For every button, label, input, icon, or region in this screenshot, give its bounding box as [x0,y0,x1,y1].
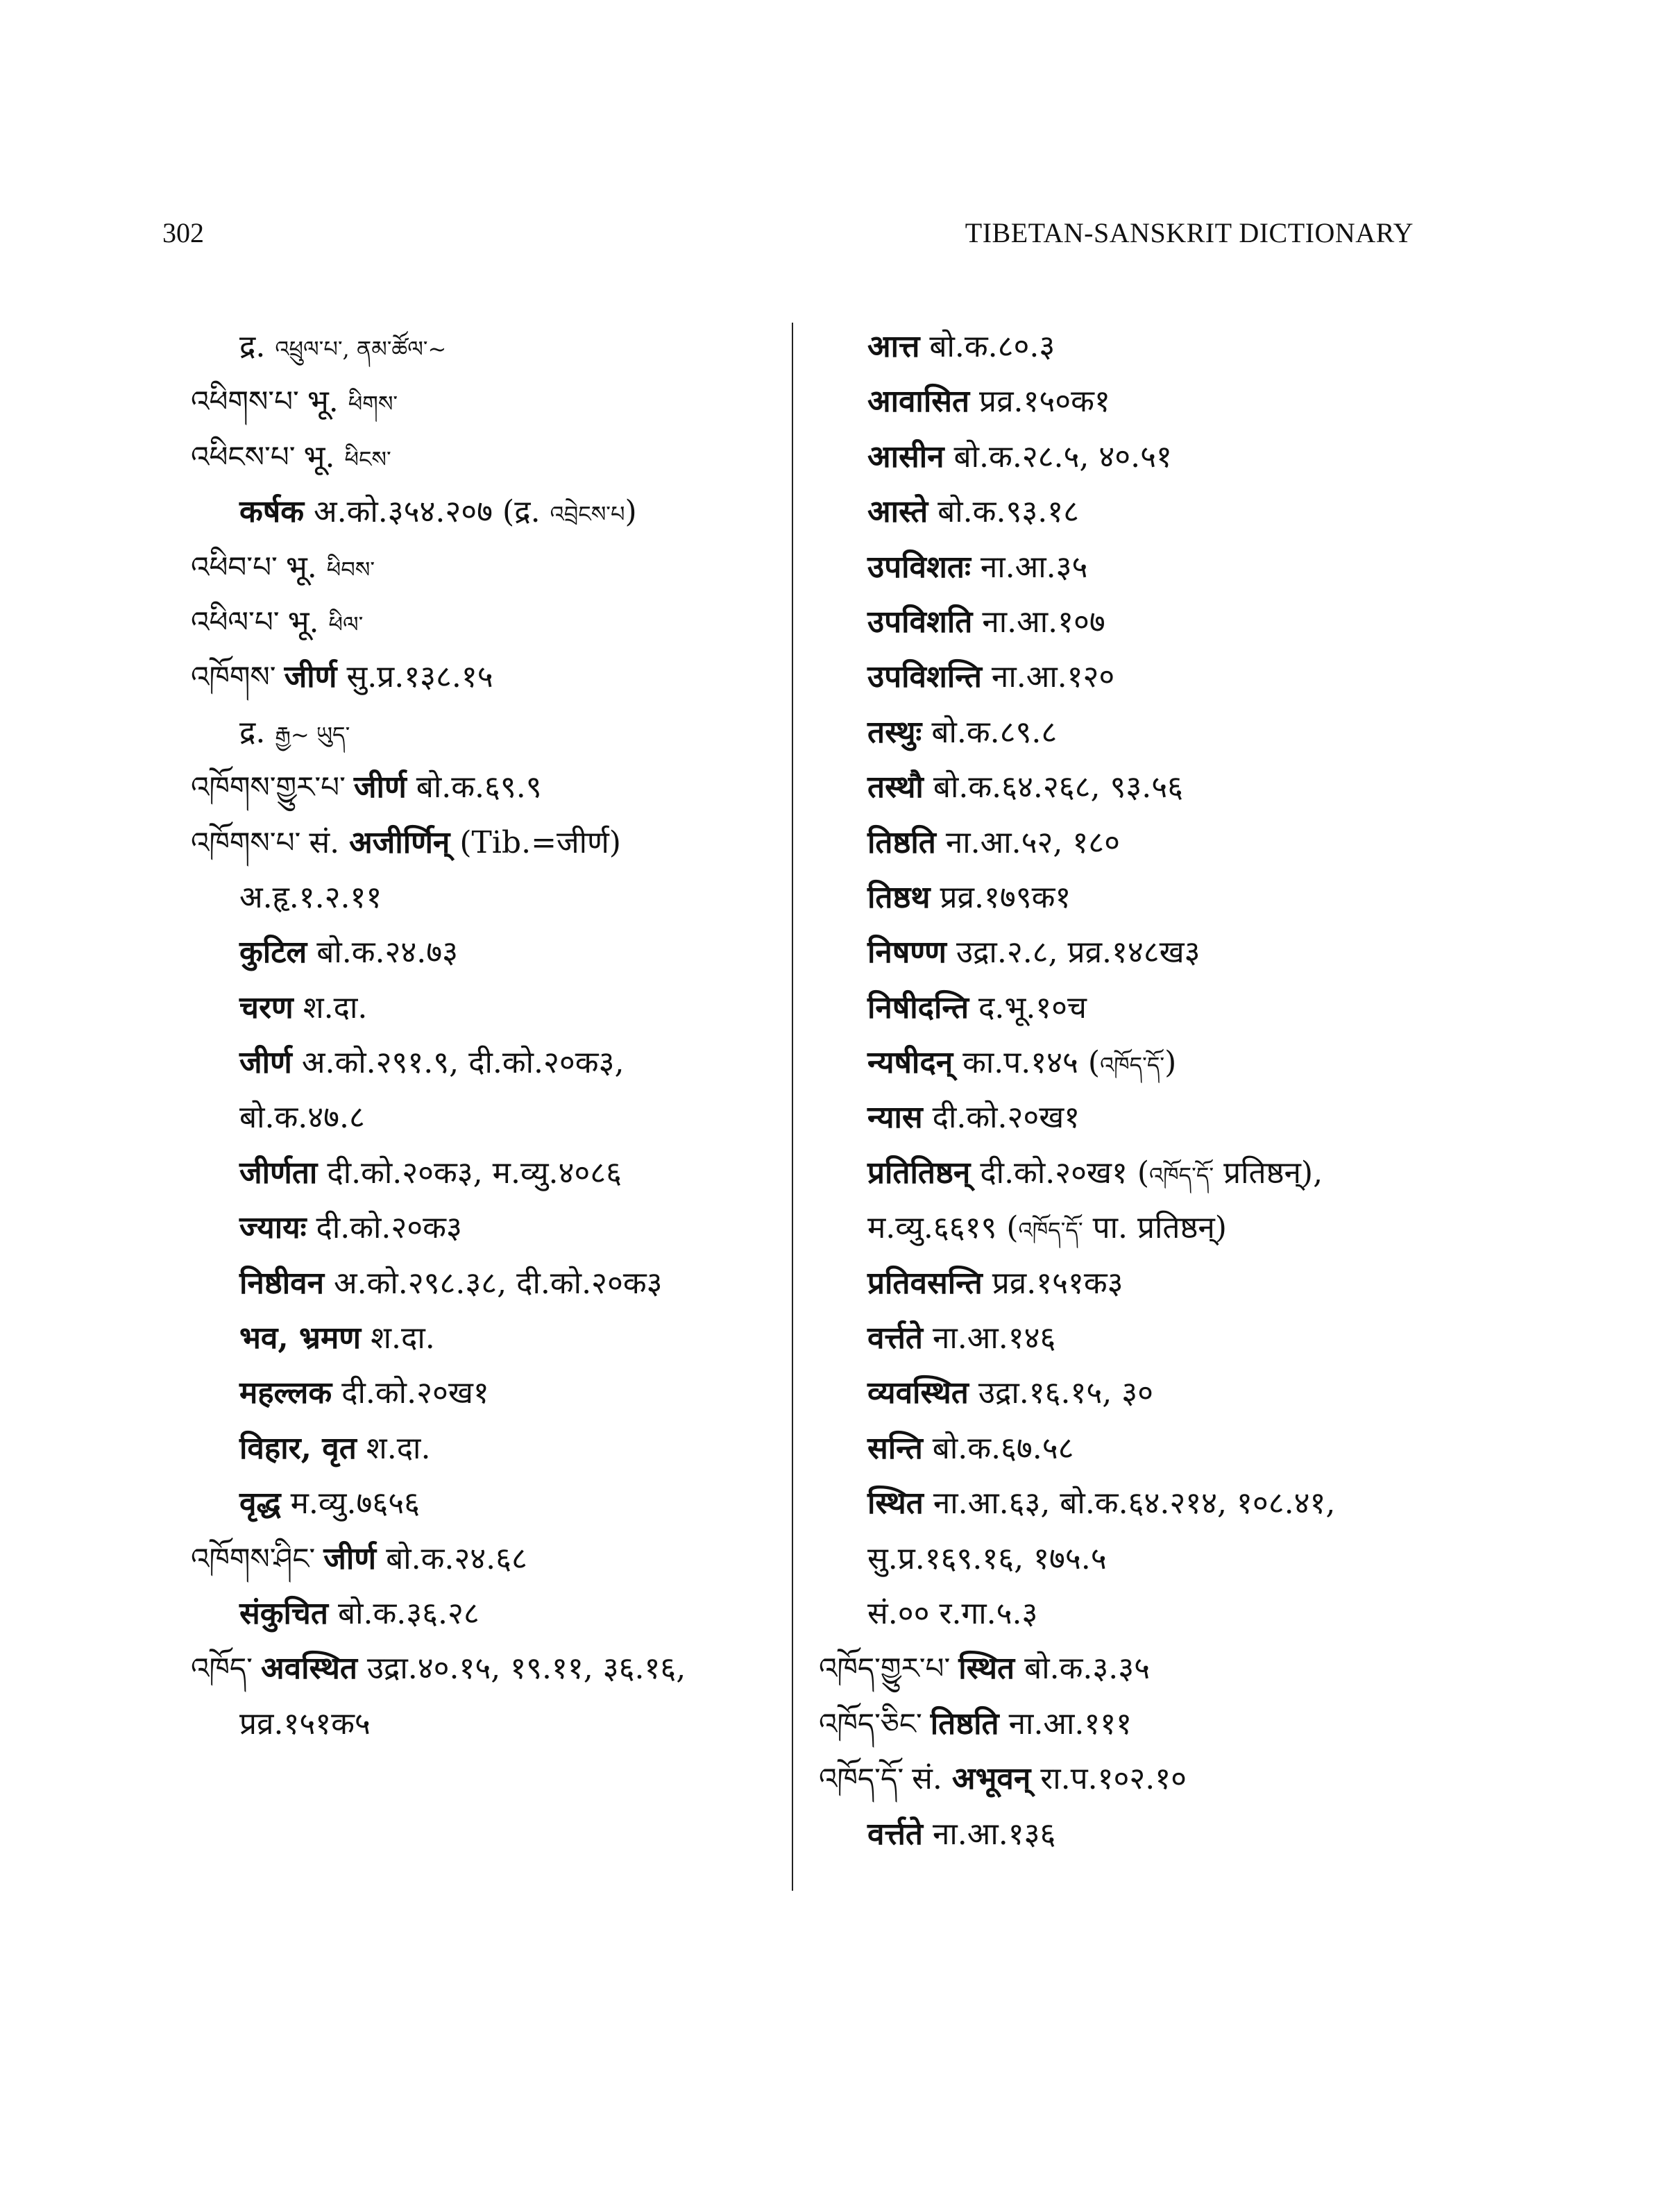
entry-text: बो.क.६७.५८ [922,1430,1074,1466]
entry-text: बो.क.२४.६८ [376,1540,527,1576]
entry-text: बो.क.३.३५ [1015,1651,1151,1687]
entry-text: ना.आ.५२, १८० [935,824,1120,860]
entry-line [819,1531,1443,1586]
entry-text: द.भू.१०च [969,989,1087,1026]
sanskrit-equivalent: उपविशति [867,604,973,640]
headword-line [191,374,781,429]
entry-text: म.व्यु.७६५६ [280,1486,420,1522]
sanskrit-equivalent: महल्लक [239,1375,332,1411]
left-column [191,319,781,1751]
entry-line [819,1807,1443,1862]
sanskrit-equivalent: ज्यायः [239,1210,307,1246]
entry-text: ) [1164,1045,1177,1081]
entry-text: अ.हृ.१.२.११ [239,879,382,915]
tibetan-reference: འཁོད་དོ་ [1018,1217,1083,1244]
entry-text: बो.क.३६.२८ [328,1595,480,1631]
entry-line [819,649,1443,704]
page-number: 302 [162,217,204,248]
tibetan-reference: ཕིབས་ [326,556,375,583]
entry-line [191,705,781,760]
entry-text: बो.क.४७.८ [239,1100,365,1136]
entry-line [819,1035,1443,1090]
entry-line [191,1586,781,1641]
headword-line [191,429,781,484]
entry-line [191,1696,781,1751]
entry-line [819,1476,1443,1531]
entry-text: ) [625,494,637,530]
entry-line [191,1311,781,1366]
headword-line [191,815,781,870]
entry-text: बो.क.६४.२६८, ९३.५६ [923,769,1183,806]
entry-line [191,980,781,1035]
sanskrit-equivalent: न्यषीदन् [867,1045,953,1081]
tibetan-reference: འབྲེངས་པ [550,501,625,528]
entry-text: अ.को.२९८.३८, दी.को.२०क३ [324,1265,663,1301]
entry-line [819,1200,1443,1255]
sanskrit-equivalent: स्थित [958,1651,1015,1687]
entry-text: बो.क.६९.९ [406,769,542,806]
sanskrit-equivalent: आस्ते [867,494,928,530]
tibetan-headword: འཁོགས་པ་ [191,825,301,860]
tibetan-reference: འཁོད་དོ་ [1100,1052,1165,1079]
entry-text: श.दा. [361,1320,435,1356]
sanskrit-equivalent: स्थित [867,1486,924,1522]
sanskrit-equivalent: तिष्ठथ [867,879,931,915]
tibetan-headword: འཕིལ་པ་ [191,604,280,639]
entry-text: भू. [287,604,329,640]
sanskrit-equivalent: अभूवन् [951,1761,1031,1797]
sanskrit-equivalent: प्रतिवसन्ति [867,1265,983,1301]
tibetan-headword: འཕིགས་པ་ [191,384,299,419]
sanskrit-equivalent: आसीन [867,439,944,475]
sanskrit-equivalent: न्यास [867,1100,923,1136]
entry-text: का.प.१४५ ( [953,1045,1101,1081]
entry-text: प्रव्र.१५१क३ [982,1265,1123,1301]
sanskrit-equivalent: सन्ति [867,1430,923,1466]
headword-line [191,760,781,815]
entry-text: सु.प्र.१३८.१५ [337,659,493,695]
entry-line [191,1035,781,1090]
entry-text: बो.क.९३.१८ [928,494,1079,530]
sanskrit-equivalent: तस्थौ [867,769,924,806]
tibetan-headword: འཁོད་དོ་ [819,1762,904,1796]
entry-line [819,319,1443,374]
sanskrit-equivalent: तस्थुः [867,714,922,750]
tibetan-reference: རྒྱ~ ཡུད་ [275,721,350,748]
entry-line [819,1146,1443,1200]
entry-text: श.दा. [356,1430,431,1466]
tibetan-reference: འཁོད་དོ་ [1149,1162,1214,1189]
entry-text: द्र. [239,329,275,364]
entry-text: ना.आ.३५ [970,549,1088,585]
entry-text: दी.को.२०ख१ [922,1100,1080,1136]
headword-line [819,1641,1443,1696]
tibetan-headword: འཁོད་ཅིང་ [819,1706,922,1741]
headword-line [191,649,781,704]
tibetan-reference: འཕྲུལ་པ་, ནམ་ཚོལ་~ [275,336,447,362]
headword-line [819,1696,1443,1751]
sanskrit-equivalent: जीर्ण [284,659,337,695]
sanskrit-equivalent: कर्षक [239,494,305,530]
entry-text: प्रव्र.१७९क१ [930,879,1071,915]
entry-line [819,374,1443,429]
sanskrit-equivalent: तिष्ठति [930,1705,999,1742]
entry-text: दी.को.२०क३ [306,1210,462,1246]
headword-line [191,1531,781,1586]
sanskrit-equivalent: कुटिल [239,935,307,971]
tibetan-headword: འཁོགས་ཤིང་ [191,1541,316,1576]
entry-line [191,925,781,980]
entry-line [819,760,1443,815]
entry-text: बो.क.८०.३ [919,329,1055,364]
entry-text: दी.को.२०ख१ ( [970,1155,1150,1191]
entry-line [819,870,1443,925]
entry-line [819,925,1443,980]
sanskrit-equivalent: भव, भ्रमण [239,1320,362,1356]
right-column [819,319,1443,1862]
entry-text: सं. [912,1761,952,1797]
sanskrit-equivalent: निष्ठीवन [239,1265,325,1301]
entry-line [191,1421,781,1476]
entry-line [191,1090,781,1145]
tibetan-headword: འཁོད་གྱུར་པ་ [819,1651,951,1686]
sanskrit-equivalent: प्रतितिष्ठन् [867,1155,971,1191]
entry-text: भू. [307,384,348,420]
headword-line [191,1641,781,1696]
entry-line [191,1366,781,1420]
entry-text: ना.आ.१३६ [922,1816,1056,1852]
entry-text: अ.को.३५४.२०७ (द्र. [304,494,550,530]
entry-line [819,1311,1443,1366]
tibetan-headword: འཁོགས་ [191,660,276,695]
entry-line [819,1256,1443,1311]
entry-text: प्रव्र.१५१क५ [239,1705,371,1742]
entry-text: दी.को.२०ख१ [332,1375,489,1411]
tibetan-reference: ཕིལ་ [328,611,364,638]
entry-text: द्र. [239,714,275,750]
entry-line [191,870,781,925]
entry-text: भू. [285,549,327,585]
sanskrit-equivalent: संकुचित [239,1595,328,1631]
entry-line [191,319,781,374]
entry-line [819,1090,1443,1145]
headword-line [819,1751,1443,1806]
sanskrit-equivalent: अजीर्णिन् [349,824,450,860]
entry-line [191,1146,781,1200]
entry-line [819,705,1443,760]
entry-text: बो.क.२८.५, ४०.५१ [944,439,1172,475]
headword-line [191,540,781,595]
entry-line [191,484,781,539]
entry-line [819,1366,1443,1420]
sanskrit-equivalent: उपविशन्ति [867,659,982,695]
entry-line [819,540,1443,595]
tibetan-reference: ཕིགས་ [348,391,398,418]
entry-text: ना.आ.६३, बो.क.६४.२१४, १०८.४१, [923,1486,1336,1522]
sanskrit-equivalent: जीर्ण [323,1540,377,1576]
sanskrit-equivalent: तिष्ठति [867,824,936,860]
entry-text: उद्रा.१६.१५, ३० [968,1375,1153,1411]
entry-text: ना.आ.१११ [999,1705,1132,1742]
tibetan-headword: འཕིབ་པ་ [191,550,278,584]
entry-text: प्रतिष्ठन्), [1214,1155,1323,1191]
sanskrit-equivalent: जीर्ण [353,769,407,806]
sanskrit-equivalent: चरण [239,989,294,1026]
running-title: TIBETAN-SANSKRIT DICTIONARY [965,217,1414,248]
sanskrit-equivalent: निषण्ण [867,935,947,971]
entry-text: ना.आ.१०७ [972,604,1105,640]
sanskrit-equivalent: उपविशतः [867,549,971,585]
entry-line [819,595,1443,649]
sanskrit-equivalent: आत्त [867,329,920,364]
entry-text: म.व्यु.६६१९ ( [867,1210,1019,1246]
entry-text: भू. [303,439,345,475]
entry-text: उद्रा.४०.१५, १९.११, ३६.१६, [357,1651,686,1687]
entry-text: पा. प्रतिष्ठन्) [1083,1210,1227,1246]
sanskrit-equivalent: आवासित [867,384,970,420]
sanskrit-equivalent: विहार, वृत [239,1430,357,1466]
entry-text: (Tib.=जीर्ण) [450,824,621,860]
entry-line [191,1256,781,1311]
entry-text: ना.आ.१४६ [922,1320,1056,1356]
sanskrit-equivalent: वर्त्तते [867,1320,923,1356]
sanskrit-equivalent: अवस्थित [261,1651,357,1687]
entry-text: सं. [309,824,350,860]
entry-text: रा.प.१०२.१० [1030,1761,1187,1797]
headword-line [191,595,781,649]
sanskrit-equivalent: जीर्णता [239,1155,318,1191]
entry-text: अ.को.२९१.९, दी.को.२०क३, [291,1045,625,1081]
sanskrit-equivalent: वर्त्तते [867,1816,923,1852]
entry-text: ना.आ.१२० [981,659,1115,695]
entry-line [191,1476,781,1531]
entry-text: श.दा. [293,989,368,1026]
tibetan-headword: འཕིངས་པ་ [191,439,296,474]
entry-line [819,1421,1443,1476]
entry-text: सं.०० र.गा.५.३ [867,1595,1038,1631]
entry-line [819,1586,1443,1641]
entry-line [819,980,1443,1035]
sanskrit-equivalent: जीर्ण [239,1045,292,1081]
entry-text: दी.को.२०क३, म.व्यु.४०८६ [317,1155,622,1191]
entry-line [819,429,1443,484]
sanskrit-equivalent: वृद्ध [239,1486,281,1522]
entry-text: बो.क.८९.८ [922,714,1058,750]
tibetan-headword: འཁོད་ [191,1651,253,1686]
entry-line [191,1200,781,1255]
column-divider [792,323,793,1891]
entry-text: बो.क.२४.७३ [307,935,458,971]
entry-line [819,815,1443,870]
entry-line [819,484,1443,539]
sanskrit-equivalent: निषीदन्ति [867,989,969,1026]
tibetan-reference: ཕིངས་ [344,445,391,473]
entry-text: सु.प्र.१६९.१६, १७५.५ [867,1540,1107,1576]
sanskrit-equivalent: व्यवस्थित [867,1375,969,1411]
tibetan-headword: འཁོགས་གྱུར་པ་ [191,770,346,805]
entry-text: उद्रा.२.८, प्रव्र.१४८ख३ [946,935,1200,971]
entry-text: प्रव्र.१५०क१ [969,384,1110,420]
